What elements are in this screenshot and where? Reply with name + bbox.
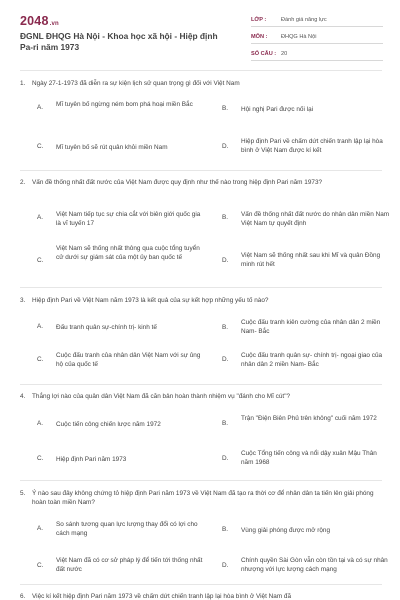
question-stem: [20, 178, 382, 187]
question-stem: [20, 489, 382, 507]
option-letter: C.: [37, 455, 44, 462]
question-number: 5.: [20, 490, 26, 497]
option-text: Việt Nam sẽ thống nhất sau khi Mĩ và quân Đồng minh rút hết: [241, 252, 381, 268]
question-stem: [20, 392, 382, 401]
question-number: 3.: [20, 297, 26, 304]
option-letter: C.: [37, 257, 44, 264]
option-text: Vùng giải phóng được mở rộng: [241, 527, 331, 534]
question-6: [20, 592, 382, 600]
option-letter: A.: [37, 214, 44, 221]
question-stem: [20, 79, 382, 88]
question-5: [20, 489, 382, 507]
option-letter: A.: [37, 323, 44, 330]
option-text: Cuộc đấu tranh quân sự- chính trị- ngoại giao của nhân dân 2 miền Nam- Bắc: [241, 352, 383, 368]
divider: [20, 384, 382, 385]
question-number: 1.: [20, 80, 26, 87]
option-text: Hiệp định Pari năm 1973: [56, 456, 127, 463]
meta-class-value: Đánh giá năng lực: [281, 16, 327, 23]
option-text: So sánh tương quan lực lượng thay đổi có lợi cho cách mạng: [56, 521, 198, 537]
question-text: Việc kí kết hiệp định Pari năm 1973 về chấm dứt chiến tranh lập lại hòa bình ở Việt Nam đã: [32, 593, 292, 600]
question-text: Thắng lợi nào của quân dân Việt Nam đã căn bản hoàn thành nhiệm vụ "đánh cho Mĩ cút"?: [32, 393, 291, 400]
meta-subject-value: ĐHQG Hà Nội: [281, 33, 317, 40]
question-number: 4.: [20, 393, 26, 400]
option-text: Mĩ tuyên bố ngừng ném bom phá hoại miền Bắc: [56, 101, 193, 108]
option-letter: D.: [222, 143, 229, 150]
option-letter: B.: [222, 214, 229, 221]
option-letter: D.: [222, 455, 229, 462]
question-text: Hiệp định Pari về Việt Nam năm 1973 là kết quả của sự kết hợp những yếu tố nào?: [32, 297, 269, 304]
question-2: [20, 178, 382, 187]
meta-info: [251, 13, 383, 64]
option-text: Cuộc đấu tranh kiên cường của nhân dân 2 miền Nam- Bắc: [241, 319, 381, 335]
meta-count: [251, 47, 383, 61]
question-number: 2.: [20, 179, 26, 186]
option-text: Hiệp định Pari về chấm dứt chiến tranh lập lại hòa bình ở Việt Nam được kí kết: [241, 138, 383, 154]
option-text: Trận "Điện Biên Phủ trên không" cuối năm 1972: [241, 415, 377, 422]
meta-class: [251, 13, 383, 27]
question-text: Ý nào sau đây không chứng tỏ hiệp định Pari năm 1973 về Việt Nam đã tạo ra thời cơ để nhân dân ta tiến lên giải phóng hoàn toàn miền Nam?: [32, 490, 374, 506]
option-text: Vấn đề thống nhất đất nước do nhân dân miền Nam Việt Nam tự quyết định: [241, 211, 390, 227]
divider: [20, 480, 382, 481]
question-text: Vấn đề thống nhất đất nước của Việt Nam được quy định như thế nào trong hiệp định Pari năm 1973?: [32, 179, 323, 186]
divider: [20, 287, 382, 288]
option-text: Hội nghị Pari được nối lại: [241, 106, 314, 113]
option-letter: B.: [222, 324, 229, 331]
option-letter: A.: [37, 104, 44, 111]
option-text: Việt Nam đã có cơ sở pháp lý để tiến tới thống nhất đất nước: [56, 557, 203, 573]
option-letter: B.: [222, 105, 229, 112]
question-stem: [20, 592, 382, 600]
option-text: Cuộc tiến công chiến lược năm 1972: [56, 421, 161, 428]
meta-count-label: SỐ CÂU :: [251, 50, 277, 57]
option-text: Việt Nam sẽ thống nhất thông qua cuộc tổng tuyển cử dưới sự giám sát của một ủy ban quốc tế: [56, 245, 200, 261]
question-number: 6.: [20, 593, 26, 600]
option-letter: B.: [222, 420, 229, 427]
option-letter: D.: [222, 257, 229, 264]
meta-count-value: 20: [281, 50, 288, 57]
option-text: Mĩ tuyên bố sẽ rút quân khỏi miền Nam: [56, 144, 168, 151]
meta-subject: [251, 30, 383, 44]
question-3: [20, 296, 382, 305]
divider: [20, 170, 382, 171]
divider: [20, 584, 382, 585]
option-letter: C.: [37, 356, 44, 363]
option-letter: D.: [222, 562, 229, 569]
page-header: [0, 0, 400, 66]
option-letter: A.: [37, 525, 44, 532]
question-stem: [20, 296, 382, 305]
meta-class-label: LỚP :: [251, 16, 267, 23]
option-text: Việt Nam tiếp tục sự chia cắt với biên giới quốc gia là vĩ tuyến 17: [56, 211, 201, 227]
option-text: Cuộc đấu tranh của nhân dân Việt Nam với sự ủng hộ của quốc tế: [56, 352, 201, 368]
question-1: [20, 79, 382, 88]
question-text: Ngày 27-1-1973 đã diễn ra sự kiện lịch sử quan trọng gì đối với Việt Nam: [32, 80, 240, 87]
question-4: [20, 392, 382, 401]
option-letter: C.: [37, 143, 44, 150]
option-letter: B.: [222, 526, 229, 533]
document-title: ĐGNL ĐHQG Hà Nội - Khoa học xã hội - Hiệp định Pa-ri năm 1973: [20, 31, 218, 52]
meta-subject-label: MÔN :: [251, 33, 268, 40]
option-letter: D.: [222, 356, 229, 363]
divider: [20, 70, 382, 71]
option-letter: A.: [37, 420, 44, 427]
option-text: Cuộc Tổng tiến công và nổi dậy xuân Mậu Thân năm 1968: [241, 450, 377, 466]
option-text: Đấu tranh quân sự-chính trị- kinh tế: [56, 324, 157, 331]
option-letter: C.: [37, 562, 44, 569]
option-text: Chính quyền Sài Gòn vẫn còn tồn tại và có sự nhân nhượng với lực lượng cách mạng: [241, 557, 388, 573]
site-logo[interactable]: 2048.vn: [20, 14, 59, 28]
